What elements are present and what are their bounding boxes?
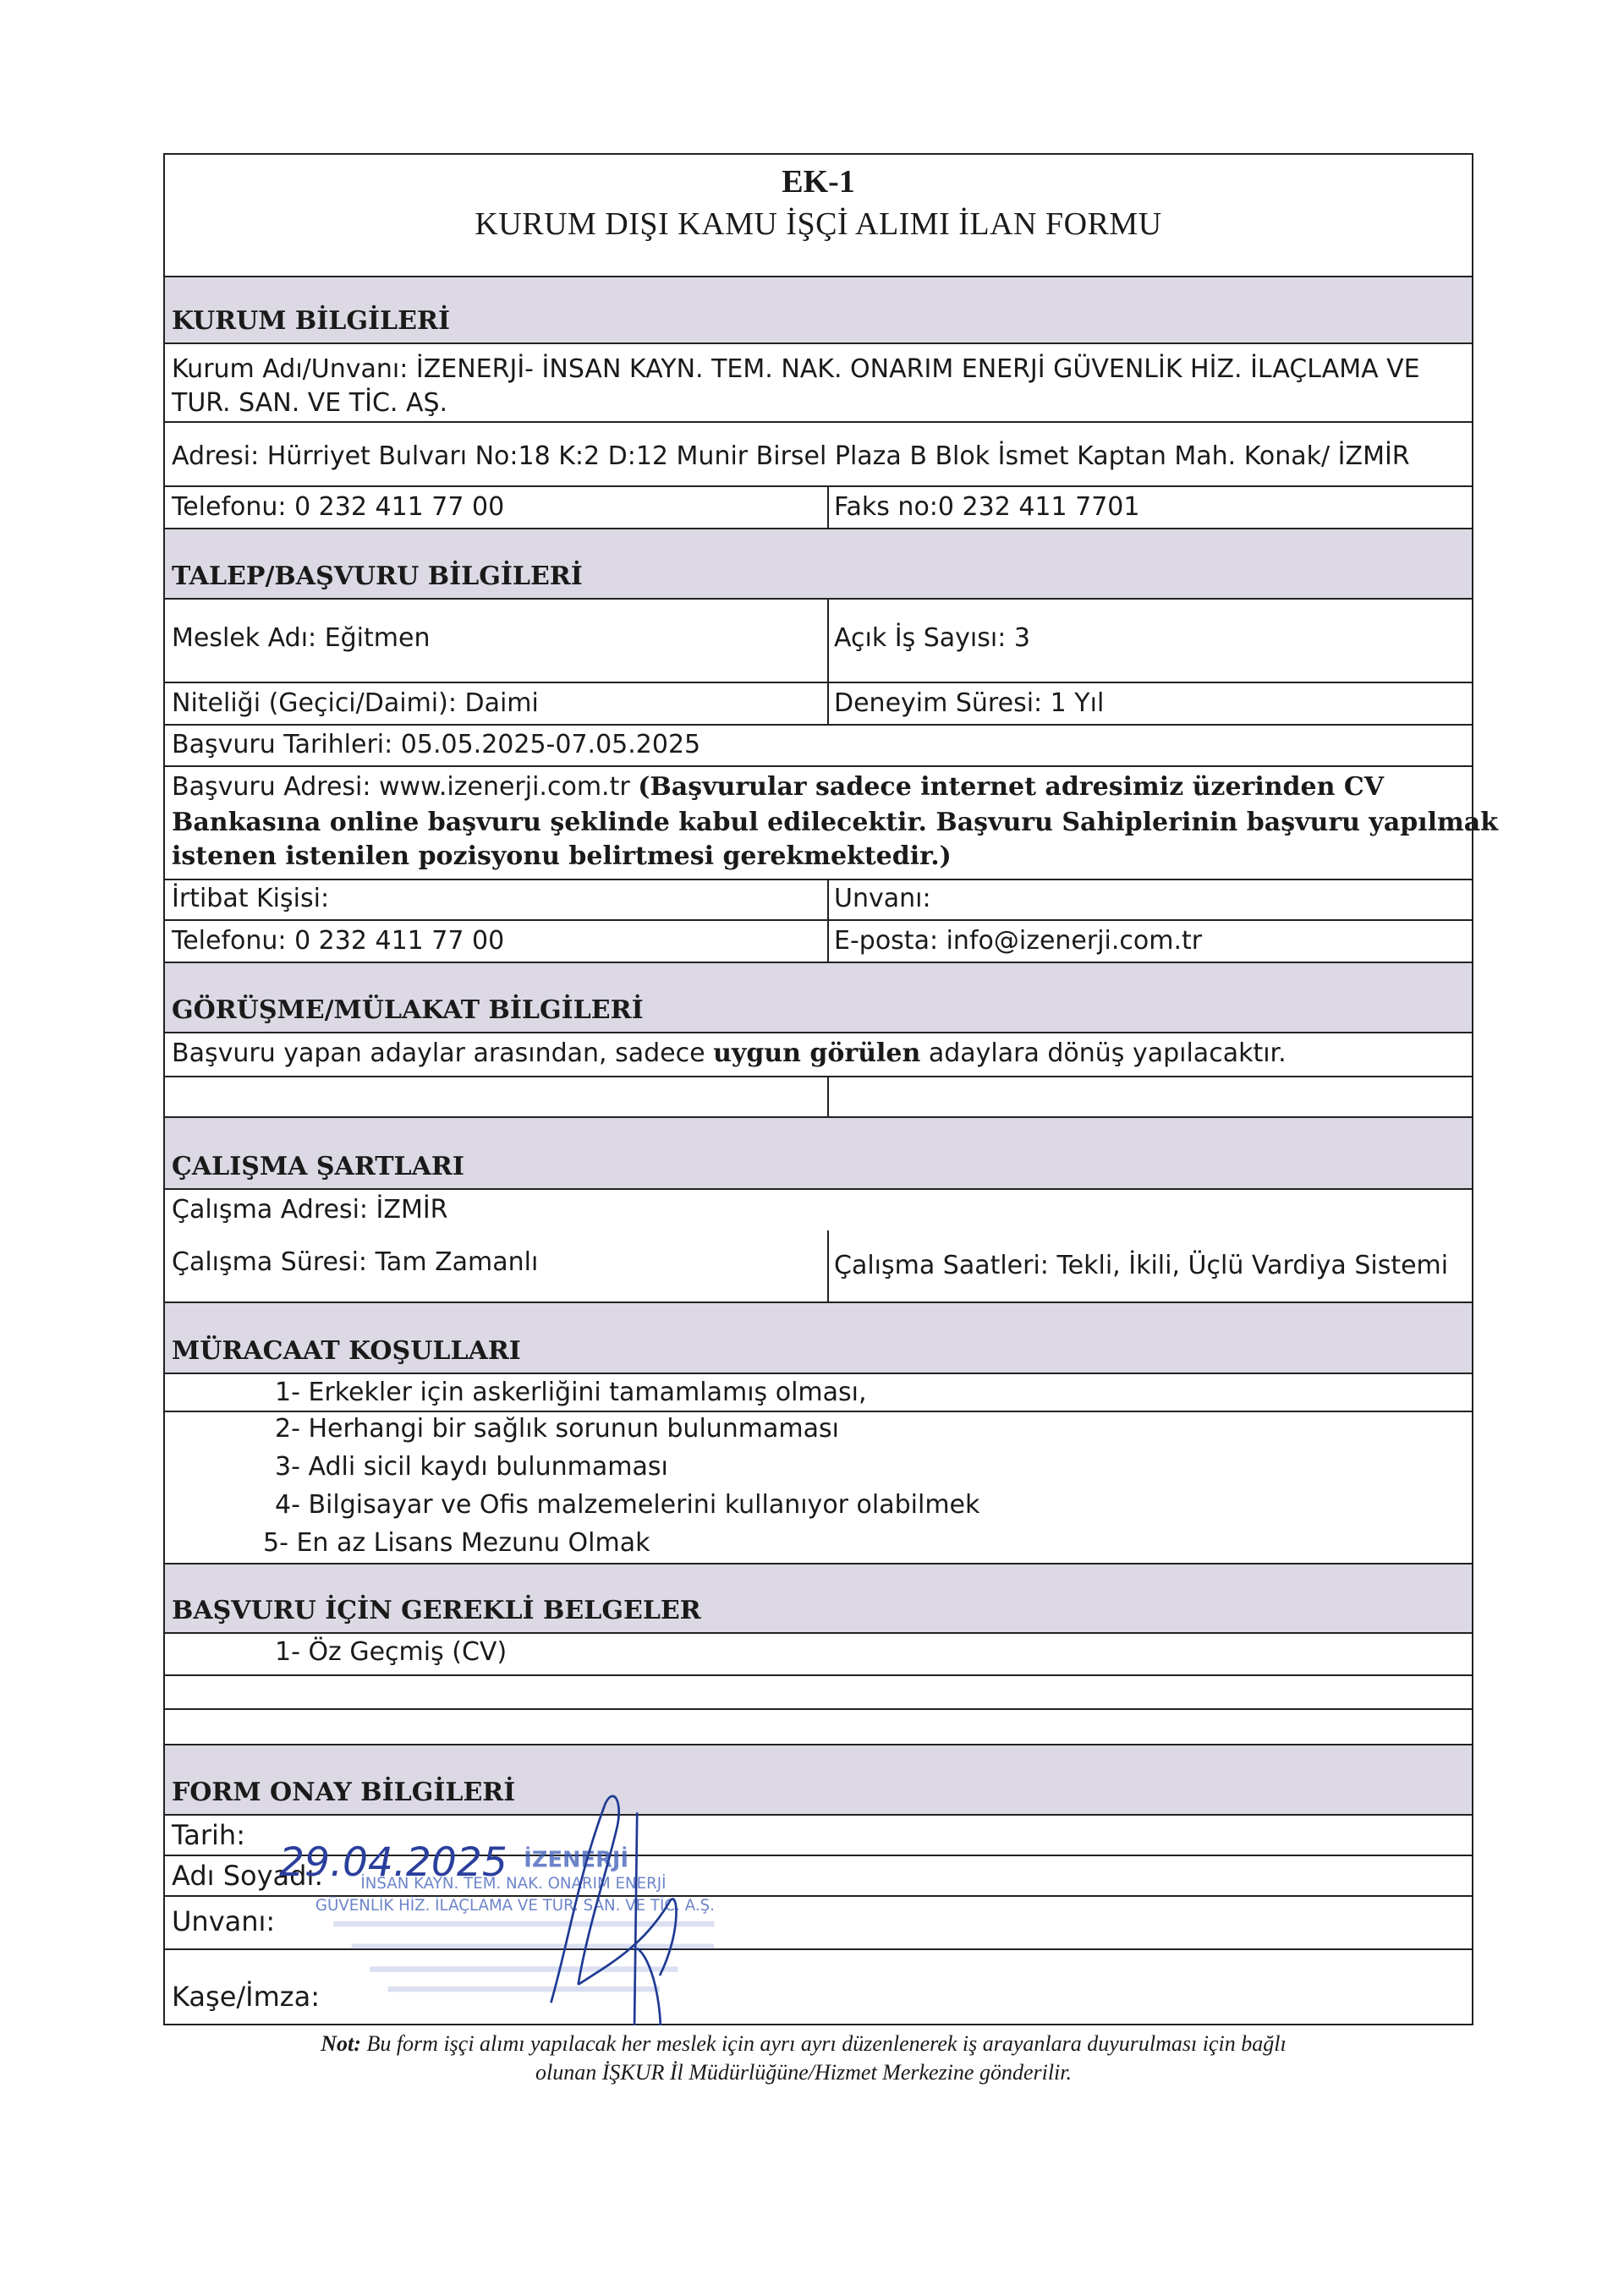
calisma-adresi: Çalışma Adresi: İZMİR [172,1195,448,1225]
kurum-contact-row [165,487,1472,529]
muracaat-item-row-5 [165,1526,1472,1564]
stamp-faded-line [352,1944,715,1949]
unvan-label: Unvanı: [172,1905,276,1937]
footer-note-line2: olunan İŞKUR İl Müdürlüğüne/Hizmet Merkezine gönderilir. [535,2060,1073,2085]
kurum-fax: Faks no:0 232 411 7701 [834,492,1140,522]
list-item: 2- Herhangi bir sağlık sorunun bulunmaması [275,1414,839,1444]
basvuru-adresi-url: Başvuru Adresi: www.izenerji.com.tr [172,772,630,802]
company-stamp [279,1772,787,2025]
deneyim-suresi: Deneyim Süresi: 1 Yıl [834,688,1105,718]
section-title-muracaat: MÜRACAAT KOŞULLARI [172,1336,521,1366]
form-code: EK-1 [782,164,855,200]
form-title: KURUM DIŞI KAMU İŞÇİ ALIMI İLAN FORMU [475,206,1162,242]
irtibat-unvan: Unvanı: [834,884,931,913]
kurum-phone: Telefonu: 0 232 411 77 00 [172,492,505,522]
irtibat-kisisi: İrtibat Kişisi: [172,884,330,913]
belgeler-empty-row-1 [165,1676,1472,1710]
footer-note-label: Not: [321,2031,361,2056]
handwritten-date: 29.04.2025 [279,1839,508,1887]
form-header [165,155,1472,277]
application-form [163,153,1499,2025]
stamp-line-3: GÜVENLİK HİZ. İLAÇLAMA VE TUR. SAN. VE TİC. A.Ş. [315,1896,715,1915]
section-title-talep: TALEP/BAŞVURU BİLGİLERİ [172,562,583,591]
belgeler-item-row-1 [165,1634,1472,1676]
kurum-address-row [165,423,1472,487]
list-item: 4- Bilgisayar ve Ofis malzemelerini kullanıyor olabilmek [275,1490,980,1520]
basvuru-note-2: Bankasına online başvuru şeklinde kabul edilecektir. Başvuru Sahiplerinin başvuru yapılmak [172,808,1499,837]
muracaat-item-row-2 [165,1412,1472,1450]
section-muracaat [165,1303,1472,1374]
belgeler-empty-row-2 [165,1710,1472,1745]
gorusme-emphasis: uygun görülen [713,1038,921,1068]
calisma-saatleri: Çalışma Saatleri: Tekli, İkili, Üçlü Vardiya Sistemi [834,1251,1449,1280]
gorusme-text: Başvuru yapan adaylar arasından, sadece uygun görülen adaylara dönüş yapılacaktır. [172,1038,1287,1068]
section-kurum [165,277,1472,344]
kurum-name-line1: Kurum Adı/Unvanı: İZENERJİ- İNSAN KAYN. TEM. NAK. ONARIM ENERJİ GÜVENLİK HİZ. İLAÇLAMA VE [172,354,1420,384]
calisma-adres-row [165,1190,1472,1230]
section-title-onay: FORM ONAY BİLGİLERİ [172,1778,516,1807]
section-belgeler [165,1564,1472,1634]
kurum-name-row [165,344,1472,423]
irtibat-contact-row [165,921,1472,963]
adsoyad-label: Adı Soyadı: [172,1860,324,1892]
basvuru-note-3: istenen istenilen pozisyonu belirtmesi gerekmektedir.) [172,841,952,871]
meslek-row [165,600,1472,683]
list-item: 5- En az Lisans Mezunu Olmak [263,1528,650,1558]
muracaat-item-row-3 [165,1450,1472,1488]
muracaat-item-row-1 [165,1374,1472,1412]
nitelik-row [165,683,1472,726]
stamp-faded-line [388,1986,660,1992]
kurum-name-line2: TUR. SAN. VE TİC. AŞ. [172,388,448,418]
footer-note [254,2030,1353,2087]
irtibat-row [165,880,1472,921]
basvuru-tarihleri: Başvuru Tarihleri: 05.05.2025-07.05.2025 [172,730,701,759]
nitelik: Niteliği (Geçici/Daimi): Daimi [172,688,539,718]
list-item: 3- Adli sicil kaydı bulunmaması [275,1452,668,1482]
section-talep [165,529,1472,600]
stamp-faded-line [370,1966,678,1971]
irtibat-telefon: Telefonu: 0 232 411 77 00 [172,926,505,956]
acik-is-sayisi: Açık İş Sayısı: 3 [834,623,1030,653]
meslek-adi: Meslek Adı: Eğitmen [172,623,431,653]
stamp-line-1: İZENERJİ [524,1847,629,1873]
basvuru-note-1: (Başvurular sadece internet adresimiz üzerinden CV [638,772,1385,802]
footer-note-line1: Not: Bu form işçi alımı yapılacak her meslek için ayrı ayrı düzenlenerek iş arayanlara duyurulması için bağlı [321,2031,1287,2056]
irtibat-eposta: E-posta: info@izenerji.com.tr [834,926,1203,956]
kurum-address: Adresi: Hürriyet Bulvarı No:18 K:2 D:12 Munir Birsel Plaza B Blok İsmet Kaptan Mah. Konak/ İZMİR [172,441,1410,471]
tarih-label: Tarih: [172,1819,245,1851]
basvuru-adres-row [165,767,1499,880]
section-calisma [165,1118,1472,1190]
gorusme-empty-row [165,1077,1472,1118]
section-title-belgeler: BAŞVURU İÇİN GEREKLİ BELGELER [172,1596,701,1625]
section-title-calisma: ÇALIŞMA ŞARTLARI [172,1152,464,1181]
kase-imza-label: Kaşe/İmza: [172,1981,320,2013]
gorusme-text-row [165,1033,1472,1077]
calisma-suresi: Çalışma Süresi: Tam Zamanlı [172,1247,539,1277]
muracaat-item-row-4 [165,1488,1472,1526]
tarihler-row [165,726,1472,767]
list-item: 1- Öz Geçmiş (CV) [275,1637,508,1667]
section-gorusme [165,963,1472,1033]
calisma-sure-row [165,1230,1472,1303]
list-item: 1- Erkekler için askerliğini tamamlamış olması, [275,1378,867,1407]
stamp-line-2: İNSAN KAYN. TEM. NAK. ONARIM ENERJİ [360,1875,667,1893]
section-title-gorusme: GÖRÜŞME/MÜLAKAT BİLGİLERİ [172,995,644,1025]
basvuru-adresi [172,772,1384,802]
section-title-kurum: KURUM BİLGİLERİ [172,306,450,336]
